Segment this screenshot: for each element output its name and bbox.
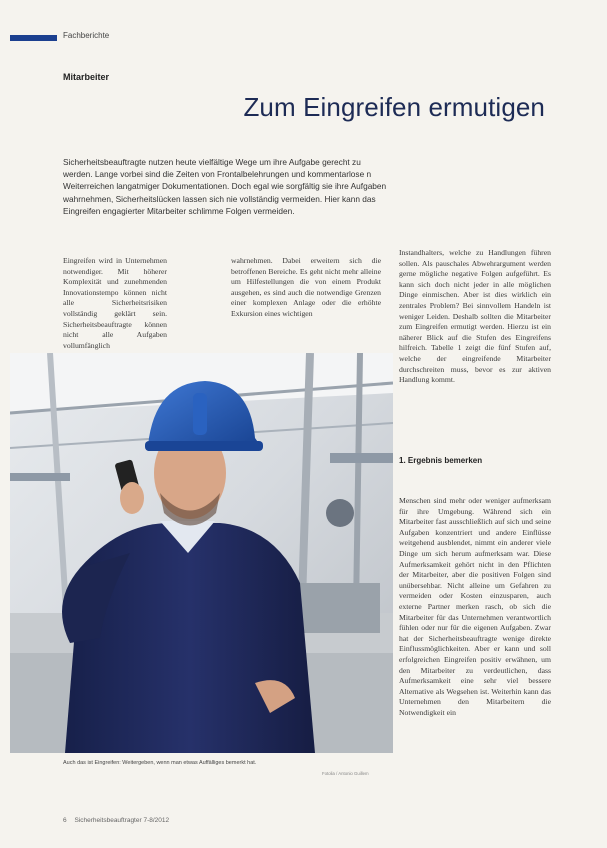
article-kicker: Mitarbeiter bbox=[63, 72, 110, 82]
body-column-2 bbox=[231, 256, 381, 320]
section-color-bar bbox=[10, 35, 57, 41]
photo-credit: Fotolia / Antonio Guillem bbox=[322, 771, 369, 776]
worker-photo-illustration bbox=[10, 353, 393, 753]
body-column-1 bbox=[63, 256, 167, 351]
article-title: Zum Eingreifen ermutigen bbox=[243, 92, 545, 122]
body-column-3-bottom bbox=[399, 496, 551, 718]
section-label: Fachberichte bbox=[63, 31, 110, 40]
journal-issue: Sicherheitsbeauftragter 7-8/2012 bbox=[74, 817, 170, 824]
page-footer bbox=[63, 817, 169, 824]
article-photo bbox=[10, 353, 393, 753]
body-column-1-text: Eingreifen wird in Unternehmen notwendiger. Mit höherer Komplexität und zunehmenden Innovationstempo können nicht alle Sicherheitsrisiken vollständig geklärt sein. Sicherheitsbeauftragte können nicht alle Aufgaben vollumfänglich bbox=[63, 256, 167, 350]
photo-caption: Auch das ist Eingreifen: Weitergeben, wenn man etwas Auffälliges bemerkt hat. bbox=[63, 760, 257, 766]
subheading-1: 1. Ergebnis bemerken bbox=[399, 456, 483, 465]
page-number: 6 bbox=[63, 817, 67, 824]
body-column-3-bottom-text: Menschen sind mehr oder weniger aufmerksam für ihre Umgebung. Während sich ein Mitarbeiter fast ausschließlich auf sich und seine Aufgaben konzentriert und andere Einflüsse weitgehend ausblendet, nimmt ein anderer viele Dinge um sich herum aufmerksam war. Diese Aufmerksamkeit gehört nicht in den Pflichten der Mitarbeiter, aber die positiven Folgen sind unübersehbar. Nicht alleine um Gefahren zu vermeiden oder Kosten einzusparen, auch externe Partner merken rasch, ob sich die Mitarbeiter für das Unternehmen verantwortlich fühlen oder nur für die eigenen Aufgaben. Zwar hat der Sicherheitsbeauftragte wenige direkte Einflussmöglichkeiten. Aber er kann und soll erfolgreichen Eingreifen positiv erwähnen, um den Mitarbeiter zu verdeutlichen, dass Aufmerksamkeit eine sehr viel bessere Alternative als Wegsehen ist. Weiterhin kann das Unternehmen den Mitarbeitern die Notwendigkeit ein bbox=[399, 496, 551, 717]
article-lead: Sicherheitsbeauftragte nutzen heute vielfältige Wege um ihre Aufgabe gerecht zu werden. Lange vorbei sind die Zeiten von Frontalbelehrungen und kommentarlose n Weiterreichen langatmiger Dokumentationen. Doch egal wie sorgfältig sie ihre Aufgaben wahrnehmen, Sicherheitslücken lassen sich nie vollständig vermeiden. Hier kann das Eingreifen engagierter Mitarbeiter schlimme Folgen vermeiden. bbox=[63, 157, 387, 216]
body-column-2-text: wahrnehmen. Dabei erweitern sich die betroffenen Bereiche. Es geht nicht mehr alleine um Hilfestellungen die von einem Produkt ausgehen, es sind auch die notwendige Grenzen einer komplexen Anlage oder die erhöhte Exkursion eines wichtigen bbox=[231, 256, 381, 318]
body-column-3-top-text: Instandhalters, welche zu Handlungen führen sollen. Als pauschales Abwehrargument werden gerne mögliche negative Folgen aufgeführt. Es kann sich doch nicht jeder in alle möglichen Dinge einmischen. Aber ist dies wirklich ein zentrales Problem? Bei sinnvollem Handeln ist weniger Leiden. Deshalb sollten die Mitarbeiter zum Eingreifen ermutigt werden. Hierzu ist ein näherer Blick auf die Stufen des Eingreifens hilfreich. Tabelle 1 zeigt die fünf Stufen auf, welche der eingreifende Mitarbeiter durchschreiten muss, bevor es zur aktiven Handlung kommt. bbox=[399, 248, 551, 385]
body-column-3-top bbox=[399, 248, 551, 386]
